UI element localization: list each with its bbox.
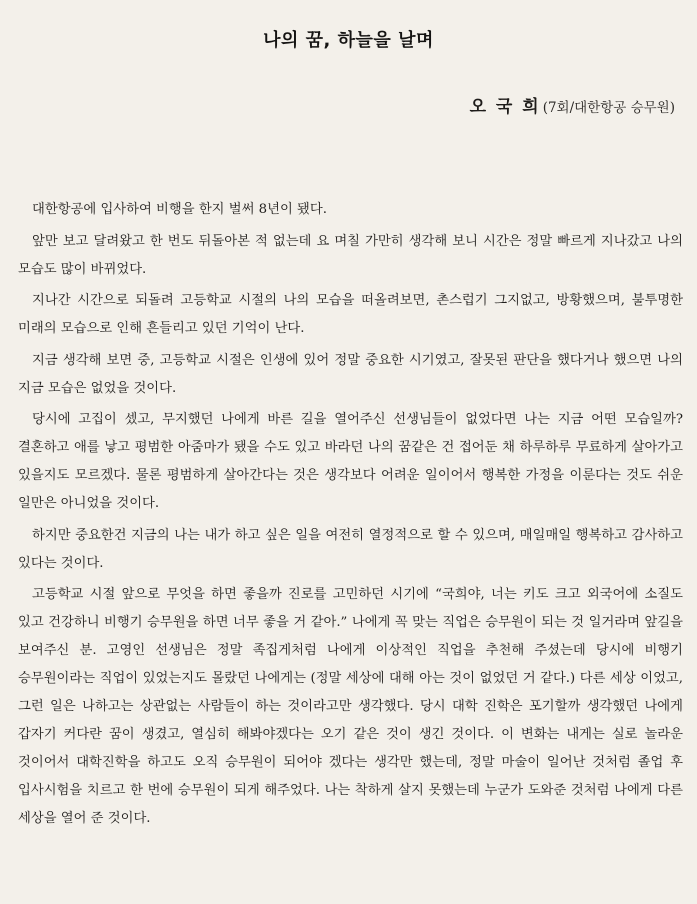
paragraph-4: 지금 생각해 보면 중, 고등학교 시절은 인생에 있어 정말 중요한 시기였고, 잘못된 판단을 했다거나 했으면 나의 지금 모습은 없었을 것이다. xyxy=(18,352,683,396)
paragraph-1: 대한항공에 입사하여 비행을 한지 벌써 8년이 됐다. xyxy=(32,202,327,217)
article-body xyxy=(18,196,683,837)
paragraph-6: 하지만 중요한건 지금의 나는 내가 하고 싶은 일을 여전히 열정적으로 할 수 있으며, 매일매일 행복하고 감사하고 있다는 것이다. xyxy=(18,527,683,571)
page-title: 나의 꿈, 하늘을 날며 xyxy=(263,30,434,52)
paragraph-3: 지나간 시간으로 되돌려 고등학교 시절의 나의 모습을 떠올려보면, 촌스럽기 그지없고, 방황했으며, 불투명한 미래의 모습으로 인해 흔들리고 있던 기억이 난다. xyxy=(18,293,683,336)
paragraph-7: 고등학교 시절 앞으로 무엇을 하면 좋을까 진로를 고민하던 시기에 “국희야, 너는 키도 크고 외국어에 소질도 있고 건강하니 비행기 승무원을 하면 너무 좋을 거 같아.” 나에게 꼭 맞는 직업은 승무원이 되는 것 일거라며 앞길을 보여주신 분. 고영인 선생님은 정말 족집게처럼 나에게 이상적인 직업을 추천해 주셨는데 당시에 비행기 승무원이라는 직업이 있었는지도 몰랐던 나에게는 (정말 세상에 대해 아는 것이 없었던 거 같다.) 다른 세상 이었고, 그런 일은 나하고는 상관없는 사람들이 하는 것이라고만 생각했다. 당시 대학 진학은 포기할까 생각했던 나에게 갑자기 커다란 꿈이 생겼고, 열심히 해봐야겠다는 오기 같은 것이 생긴 것이다. 이 변화는 내게는 실로 놀라운 것이어서 대학진학을 하고도 오직 승무원이 되어야 겠다는 생각만 했는데, 정말 마술이 일어난 것처럼 졸업 후 입사시험을 치르고 한 번에 승무원이 되게 해주었다. 나는 착하게 살지 못했는데 누군가 도와준 것처럼 나에게 다른 세상을 열어 준 것이다. xyxy=(18,587,683,826)
byline xyxy=(470,92,675,117)
author-affiliation: (7회/대한항공 승무원) xyxy=(542,100,675,116)
author-name: 오 국 희 xyxy=(469,97,541,117)
paragraph-5: 당시에 고집이 셌고, 무지했던 나에게 바른 길을 열어주신 선생님들이 없었다면 나는 지금 어떤 모습일까? 결혼하고 애를 낳고 평범한 아줌마가 됐을 수도 있고 바라던 나의 꿈같은 건 접어둔 채 하루하루 무료하게 살아가고 있을지도 모르겠다. 물론 평범하게 살아간다는 것은 생각보다 어려운 일이어서 행복한 가정을 이룬다는 것도 쉬운 일만은 아니었을 것이다. xyxy=(18,412,683,511)
paragraph-2: 앞만 보고 달려왔고 한 번도 뒤돌아본 적 없는데 요 며칠 가만히 생각해 보니 시간은 정말 빠르게 지나갔고 나의 모습도 많이 바뀌었다. xyxy=(18,233,683,277)
